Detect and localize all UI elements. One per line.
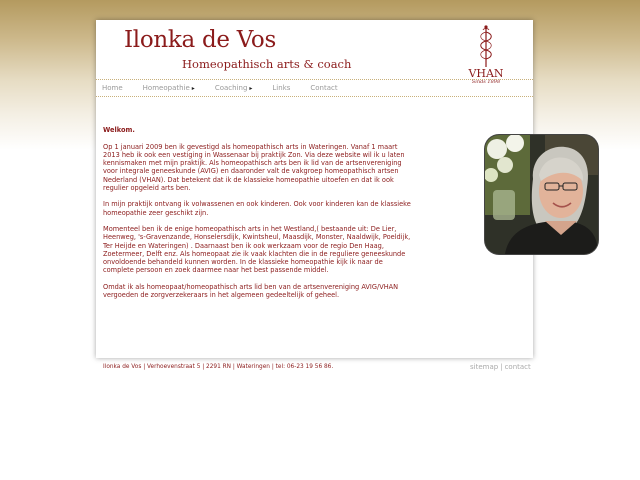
divider-bottom	[96, 96, 533, 97]
main-nav	[102, 83, 358, 95]
welcome-heading: Welkom.	[103, 126, 135, 134]
logo-since: Sinds 1898	[471, 79, 501, 85]
submenu-arrow-icon: ▸	[191, 85, 195, 92]
portrait-photo	[485, 135, 598, 254]
nav-item-homeopathie[interactable]	[143, 83, 195, 94]
nav-item-label: Coaching	[214, 84, 248, 92]
paragraph-region: Momenteel ben ik de enige homeopathisch arts in het Westland,( bestaande uit: De Lier, Heenweg, 's-Gravenzande, Honselersdijk, Kwintsheul, Maasdijk, Monster, Naaldwijk, Poeldijk, Ter Heijde en Wateringen) . Daarnaast ben ik ook werkzaam voor de regio Den Haag, Zoetermeer, Delft enz. Als homeopaat zie ik vaak klachten die in de reguliere geneeskunde onvoldoende behandeld kunnen worden. In de klassieke homeopathie kijk ik naar de complete persoon en zoek daarmee naar het best passende middel.	[103, 225, 411, 275]
footer-separator: |	[500, 363, 503, 371]
vhan-logo[interactable]	[466, 24, 506, 94]
page-card	[96, 20, 533, 358]
footer-links	[470, 363, 531, 371]
paragraph-intro: Op 1 januari 2009 ben ik gevestigd als homeopathisch arts in Wateringen. Vanaf 1 maart 2013 heb ik ook een vestiging in Wassenaar bij praktijk Zon. Via deze website wil ik u laten kennismaken met mijn praktijk. Als homeopathisch arts ben ik lid van de artsenvereniging voor integrale geneeskunde (AVIG) en daaronder valt de vakgroep homeopathisch artsen Nederland (VHAN). Dat betekent dat ik de klassieke homeopathie uitoefen en dat ik ook regulier opgeleid arts ben.	[103, 142, 405, 192]
contact-link[interactable]: contact	[504, 363, 531, 371]
nav-item-label: Home	[102, 84, 123, 92]
footer-address: Ilonka de Vos | Verhoevenstraat 5 | 2291 RN | Wateringen | tel: 06-23 19 56 86.	[103, 364, 334, 370]
paragraph-insurance: Omdat ik als homeopaat/homeopathisch arts lid ben van de artsenvereniging AVIG/VHAN vergoeden de zorgverzekeraars in het algemeen gedeeltelijk of geheel.	[103, 282, 399, 299]
nav-item-label: Links	[272, 84, 291, 92]
nav-item-contact[interactable]	[310, 83, 337, 93]
submenu-arrow-icon: ▸	[249, 85, 253, 92]
nav-item-coaching[interactable]	[215, 83, 253, 94]
caduceus-icon	[475, 24, 497, 68]
paragraph-patients: In mijn praktijk ontvang ik volwassenen en ook kinderen. Ook voor kinderen kan de klassieke homeopathie zeer geschikt zijn.	[103, 200, 411, 217]
nav-item-label: Contact	[310, 84, 338, 92]
sitemap-link[interactable]: sitemap	[470, 363, 499, 371]
site-title: Ilonka de Vos	[124, 27, 276, 53]
nav-item-home[interactable]	[102, 83, 123, 93]
logo-text: VHAN	[468, 67, 504, 80]
nav-item-label: Homeopathie	[142, 84, 190, 92]
nav-item-links[interactable]	[272, 83, 290, 93]
divider-top	[96, 79, 533, 80]
site-subtitle: Homeopathisch arts & coach	[182, 57, 352, 71]
welcome-text	[103, 126, 415, 308]
